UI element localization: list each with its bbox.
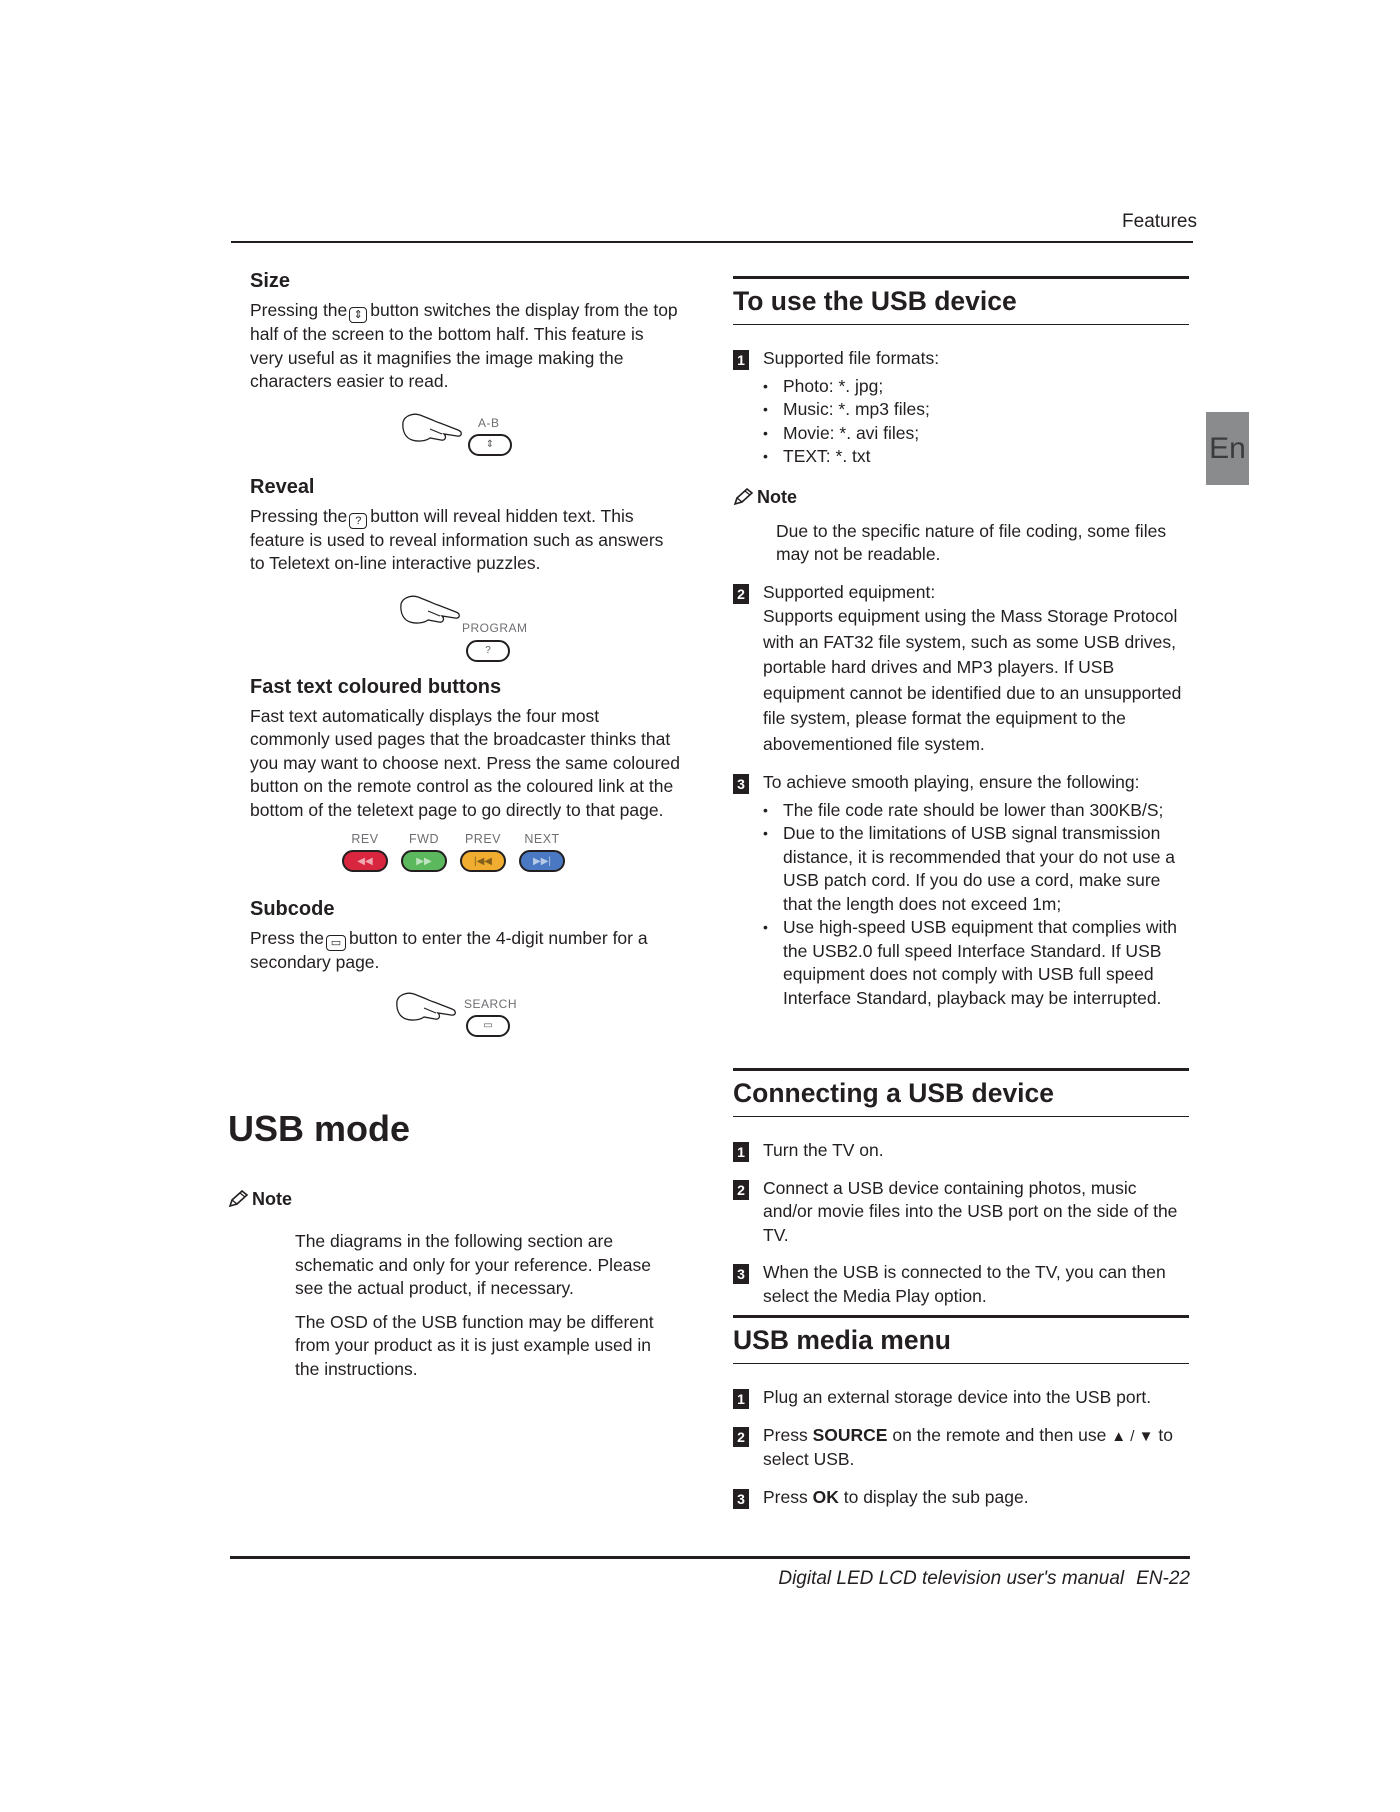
step-number-badge: 1 — [733, 1389, 749, 1409]
program-remote-button: ? — [466, 640, 510, 662]
supported-equipment-text: Supports equipment using the Mass Storage Protocol with an FAT32 file system, such as some USB drives, portable hard drives and MP3 players. If USB equipment cannot be identified due to an unsupported file system, please format the equipment to the abovementioned file system. — [763, 606, 1182, 754]
fwd-button-group — [400, 832, 448, 872]
source-key: SOURCE — [812, 1424, 888, 1445]
left-column — [250, 270, 680, 1055]
right-note-text: Due to the specific nature of file coding, some files may not be readable. — [776, 520, 1167, 564]
colour-buttons-figure — [250, 832, 680, 894]
next-label: NEXT — [524, 832, 560, 846]
yellow-prev-button: |◀◀ — [460, 850, 506, 872]
list-item: • Movie: *. avi files; — [763, 422, 1189, 446]
left-note-body — [295, 1230, 675, 1391]
list-item: • TEXT: *. txt — [763, 445, 1189, 469]
reveal-button-icon: ? — [349, 513, 367, 529]
size-button-icon: ⇕ — [349, 307, 367, 323]
pointing-hand-icon — [394, 989, 460, 1025]
pencil-note-icon — [228, 1190, 248, 1208]
connect-step-2: 2 Connect a USB device containing photos, music and/or movie files into the USB port on the side of the TV. — [733, 1177, 1189, 1248]
usb-mode-title: USB mode — [228, 1108, 411, 1149]
rev-button-group — [341, 832, 389, 872]
size-section — [250, 270, 680, 472]
step-number-badge: 1 — [733, 350, 749, 370]
reveal-remote-figure — [250, 576, 680, 672]
usb-media-menu-section — [733, 1315, 1189, 1509]
search-button-label: SEARCH — [464, 996, 518, 1011]
page-number: EN-22 — [1136, 1568, 1190, 1589]
subcode-section — [250, 898, 680, 1055]
green-fwd-button: ▶▶ — [401, 850, 447, 872]
size-remote-figure — [250, 394, 680, 472]
left-note-paragraph: The OSD of the USB function may be different from your product as it is just example used in the instructions. — [295, 1311, 654, 1379]
smooth-playing-list — [763, 799, 1189, 1011]
subcode-heading: Subcode — [250, 898, 335, 920]
running-header: Features — [1122, 211, 1197, 232]
fwd-label: FWD — [409, 832, 439, 846]
list-item: • Music: *. mp3 files; — [763, 398, 1189, 422]
connect-usb-title: Connecting a USB device — [733, 1068, 1189, 1117]
size-heading: Size — [250, 270, 291, 292]
list-item: • Due to the limitations of USB signal transmission distance, it is recommended that your do not use a USB patch cord. If you do use a cord, make sure that the length does not exceed 1m; — [763, 822, 1189, 916]
up-down-arrow-icons: ▲ / ▼ — [1111, 1427, 1154, 1445]
step-number-badge: 2 — [733, 1427, 749, 1447]
red-rev-button: ◀◀ — [342, 850, 388, 872]
media-menu-step-3: 3 Press OK to display the sub page. — [733, 1486, 1189, 1510]
subcode-button-icon: ▭ — [326, 935, 346, 951]
step-number-badge: 3 — [733, 1264, 749, 1284]
left-note-paragraph: The diagrams in the following section are schematic and only for your reference. Please see the actual product, if necessary. — [295, 1231, 652, 1298]
subcode-text: Press the ▭ button to enter the 4-digit number for a secondary page. — [250, 928, 648, 972]
blue-next-button: ▶▶| — [519, 850, 565, 872]
use-usb-section — [733, 276, 1189, 1010]
search-remote-button: ▭ — [466, 1015, 510, 1037]
media-menu-step-1: 1 Plug an external storage device into the USB port. — [733, 1386, 1189, 1410]
connect-usb-section — [733, 1068, 1189, 1308]
ok-key: OK — [812, 1486, 839, 1507]
fasttext-heading: Fast text coloured buttons — [250, 675, 502, 698]
step-number-badge: 3 — [733, 1489, 749, 1509]
file-format-list — [763, 375, 1189, 469]
right-note-label: Note — [733, 487, 1189, 508]
step-number-badge: 3 — [733, 774, 749, 794]
use-usb-step-2: 2 Supported equipment: Supports equipment using the Mass Storage Protocol with an FAT32 file system, such as some USB drives, portable hard drives and MP3 players. If USB equipment cannot be identified due to an unsupported file system, please format the equipment to the abovementioned file system. — [733, 581, 1189, 758]
connect-step-1: 1 Turn the TV on. — [733, 1139, 1189, 1163]
pointing-hand-icon — [400, 410, 466, 446]
program-button-label: PROGRAM — [462, 620, 528, 635]
use-usb-step-1: 1 Supported file formats: — [733, 347, 1189, 371]
prev-button-group — [459, 832, 507, 872]
fasttext-text: Fast text automatically displays the four most commonly used pages that the broadcaster thinks that you may want to choose next. Press the same coloured button on the remote control as the coloured link at the bottom of the teletext page to go directly to that page. — [250, 705, 680, 820]
footer-rule — [230, 1556, 1190, 1559]
size-text: Pressing the ⇕ button switches the display from the top half of the screen to the bottom half. This feature is very useful as it magnifies the image making the characters easier to read. — [250, 300, 678, 391]
fasttext-section — [250, 676, 680, 895]
reveal-text: Pressing the ? button will reveal hidden text. This feature is used to reveal information such as answers to Teletext on-line interactive puzzles. — [250, 505, 664, 573]
reveal-section — [250, 476, 680, 672]
connect-step-3: 3 When the USB is connected to the TV, you can then select the Media Play option. — [733, 1261, 1189, 1308]
use-usb-step-3: 3 To achieve smooth playing, ensure the following: — [733, 771, 1189, 795]
next-button-group — [518, 832, 566, 872]
header-rule — [231, 241, 1193, 243]
media-menu-step-2: 2 Press SOURCE on the remote and then use ▲ / ▼ to select USB. — [733, 1424, 1189, 1472]
usb-media-menu-title: USB media menu — [733, 1315, 1189, 1364]
list-item: • Use high-speed USB equipment that complies with the USB2.0 full speed Interface Standard. If USB equipment does not comply with USB full speed Interface Standard, playback may be interrupted. — [763, 916, 1189, 1010]
page-footer — [778, 1568, 1190, 1590]
language-tab: En — [1206, 412, 1249, 485]
list-item: • The file code rate should be lower than 300KB/S; — [763, 799, 1189, 823]
rev-label: REV — [351, 832, 379, 846]
reveal-heading: Reveal — [250, 475, 315, 498]
step-number-badge: 2 — [733, 584, 749, 604]
manual-title: Digital LED LCD television user's manual — [778, 1568, 1125, 1589]
use-usb-title: To use the USB device — [733, 276, 1189, 325]
prev-label: PREV — [464, 832, 502, 846]
subcode-remote-figure — [250, 975, 680, 1055]
pencil-note-icon — [733, 488, 753, 506]
pointing-hand-icon — [398, 592, 464, 628]
list-item: • Photo: *. jpg; — [763, 375, 1189, 399]
ab-remote-button: ⇕ — [468, 434, 512, 456]
ab-button-label: A-B — [478, 415, 500, 430]
left-note-label: Note — [228, 1189, 292, 1210]
step-number-badge: 2 — [733, 1180, 749, 1200]
step-number-badge: 1 — [733, 1142, 749, 1162]
